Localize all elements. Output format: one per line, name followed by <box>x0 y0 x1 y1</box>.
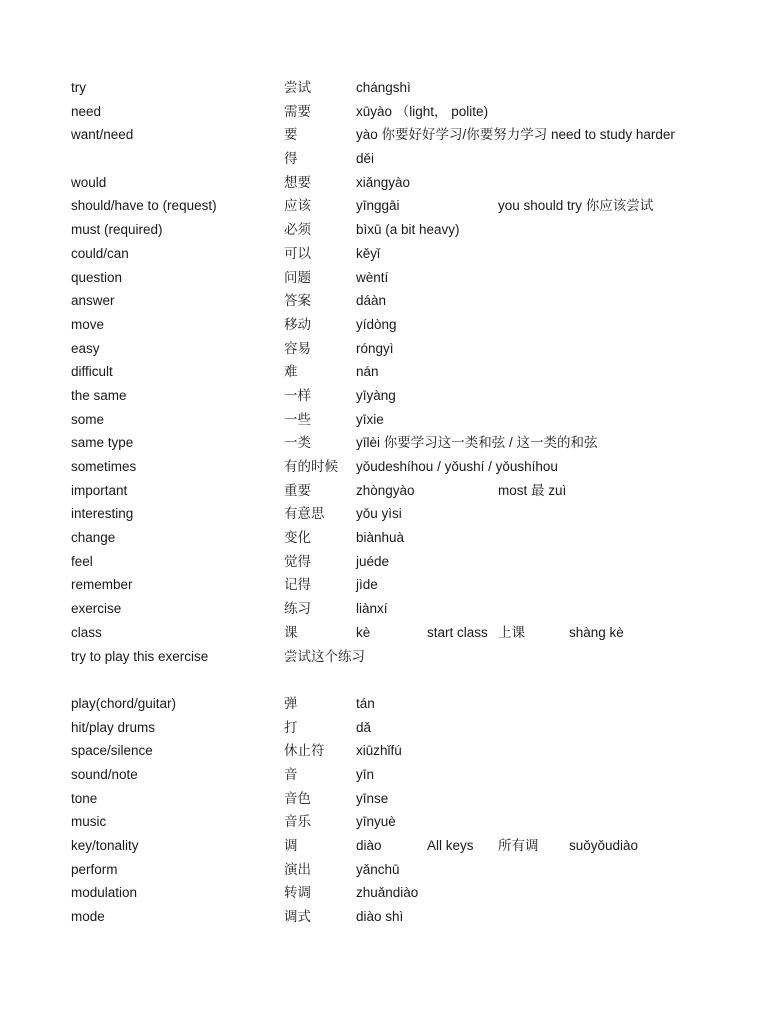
chinese-term: 有的时候 <box>284 459 338 474</box>
pinyin-term: wèntí <box>356 269 389 285</box>
pinyin-term: biànhuà <box>356 530 405 546</box>
vocab-row <box>71 787 751 811</box>
vocab-row <box>71 550 751 574</box>
english-term: difficult <box>71 364 113 380</box>
chinese-term: 答案 <box>284 293 311 309</box>
pinyin-term: bìxū (a bit heavy) <box>356 222 460 238</box>
english-term: move <box>71 316 105 332</box>
vocab-row <box>71 337 751 361</box>
extra-note: All keys <box>427 838 474 853</box>
pinyin-term: diào shì <box>356 909 404 925</box>
vocab-row <box>71 834 751 858</box>
chinese-term: 练习 <box>284 601 311 617</box>
english-term: mode <box>71 909 105 925</box>
chinese-term: 休止符 <box>284 743 325 759</box>
chinese-term: 尝试 <box>284 80 311 95</box>
pinyin-term: xiǎngyào <box>356 174 411 190</box>
english-term: modulation <box>71 885 138 901</box>
english-term: answer <box>71 293 115 309</box>
chinese-term: 需要 <box>284 103 311 119</box>
english-term: would <box>71 174 107 190</box>
extra-note: 所有调 <box>498 838 539 853</box>
chinese-term: 一样 <box>284 387 311 403</box>
chinese-term: 弹 <box>284 695 298 711</box>
pinyin-term: yīnyuè <box>356 814 396 830</box>
english-term: same type <box>71 435 134 451</box>
chinese-term: 变化 <box>284 530 311 546</box>
pinyin-term: yīnse <box>356 790 389 806</box>
pinyin-term: děi <box>356 151 375 167</box>
extra-note: most 最 zuì <box>498 482 567 498</box>
pinyin-term: yídòng <box>356 316 397 332</box>
chinese-term: 应该 <box>284 198 311 214</box>
chinese-term: 难 <box>284 364 298 380</box>
pinyin-term: yīnggāi <box>356 198 400 214</box>
chinese-term: 移动 <box>284 316 311 332</box>
english-term: space/silence <box>71 743 153 759</box>
pinyin-term: nán <box>356 364 379 380</box>
vocab-row <box>71 905 751 929</box>
pinyin-term: xūyào （light， polite) <box>356 103 489 119</box>
vocab-row <box>71 573 751 597</box>
vocab-row <box>71 526 751 550</box>
chinese-term: 想要 <box>284 174 311 190</box>
chinese-term: 演出 <box>284 861 311 877</box>
pinyin-term: yǒudeshíhou / yǒushí / yǒushíhou <box>356 459 558 474</box>
chinese-term: 尝试这个练习 <box>284 648 365 664</box>
english-term: want/need <box>71 127 134 143</box>
english-term: perform <box>71 861 118 877</box>
chinese-term: 得 <box>284 151 298 167</box>
vocab-row <box>71 716 751 740</box>
chinese-term: 一些 <box>284 411 311 427</box>
vocab-row <box>71 692 751 716</box>
vocab-row <box>71 100 751 124</box>
vocab-row <box>71 408 751 432</box>
english-term: need <box>71 103 102 119</box>
pinyin-term: yīlèi 你要学习这一类和弦 / 这一类的和弦 <box>356 435 598 451</box>
vocab-row <box>71 455 751 479</box>
english-term: key/tonality <box>71 838 139 853</box>
pinyin-term: yīyàng <box>356 387 396 403</box>
vocab-row <box>71 76 751 100</box>
vocab-row <box>71 858 751 882</box>
english-term: change <box>71 530 116 546</box>
vocab-row <box>71 289 751 313</box>
pinyin-term: jìde <box>356 577 378 593</box>
english-term: interesting <box>71 506 134 522</box>
vocab-row <box>71 242 751 266</box>
english-term: the same <box>71 387 127 403</box>
pinyin-term: zhuǎndiào <box>356 885 419 901</box>
vocab-row <box>71 810 751 834</box>
pinyin-term: yǒu yìsi <box>356 506 402 522</box>
pinyin-term: dǎ <box>356 719 372 735</box>
pinyin-term: xiūzhǐfú <box>356 743 402 759</box>
chinese-term: 调 <box>284 838 298 853</box>
english-term: exercise <box>71 601 122 617</box>
english-term: tone <box>71 790 98 806</box>
chinese-term: 调式 <box>284 909 311 925</box>
english-term: sound/note <box>71 766 138 782</box>
chinese-term: 要 <box>284 127 298 143</box>
pinyin-term: róngyì <box>356 340 394 356</box>
english-term: class <box>71 624 102 640</box>
vocab-row <box>71 171 751 195</box>
english-term: could/can <box>71 245 129 261</box>
pinyin-term: chángshì <box>356 80 411 95</box>
vocab-row <box>71 739 751 763</box>
extra-note: you should try 你应该尝试 <box>498 198 654 214</box>
vocab-row <box>71 384 751 408</box>
vocab-row <box>71 621 751 645</box>
vocab-row <box>71 147 751 171</box>
pinyin-term: zhòngyào <box>356 482 415 498</box>
vocab-row <box>71 194 751 218</box>
english-term: must (required) <box>71 222 163 238</box>
vocabulary-list <box>71 76 751 929</box>
extra-note: start class <box>427 624 488 640</box>
chinese-term: 可以 <box>284 245 311 261</box>
chinese-term: 必须 <box>284 222 311 238</box>
chinese-term: 容易 <box>284 340 311 356</box>
chinese-term: 音 <box>284 766 298 782</box>
vocab-row <box>71 266 751 290</box>
pinyin-term: juéde <box>356 553 390 569</box>
english-term: some <box>71 411 105 427</box>
vocab-row <box>71 479 751 503</box>
english-term: play(chord/guitar) <box>71 695 177 711</box>
chinese-term: 问题 <box>284 269 311 285</box>
blank-row <box>71 668 751 692</box>
pinyin-term: dáàn <box>356 293 387 309</box>
extra-note: 上课 <box>498 624 525 640</box>
english-term: try to play this exercise <box>71 648 209 664</box>
chinese-term: 课 <box>284 624 298 640</box>
extra-note: shàng kè <box>569 624 624 640</box>
chinese-term: 有意思 <box>284 506 325 522</box>
vocab-row <box>71 597 751 621</box>
vocab-row <box>71 502 751 526</box>
chinese-term: 打 <box>284 719 298 735</box>
pinyin-term: yǎnchū <box>356 861 400 877</box>
english-term: feel <box>71 553 93 569</box>
english-term: should/have to (request) <box>71 198 217 214</box>
english-term: try <box>71 80 86 95</box>
chinese-term: 觉得 <box>284 553 311 569</box>
english-term: sometimes <box>71 459 137 474</box>
pinyin-term: yīxie <box>356 411 384 427</box>
chinese-term: 转调 <box>284 885 311 901</box>
pinyin-term: yīn <box>356 766 375 782</box>
english-term: remember <box>71 577 133 593</box>
vocab-row <box>71 313 751 337</box>
chinese-term: 一类 <box>284 435 311 451</box>
pinyin-term: tán <box>356 695 375 711</box>
vocab-row <box>71 881 751 905</box>
chinese-term: 重要 <box>284 482 311 498</box>
pinyin-term: kěyǐ <box>356 245 381 261</box>
pinyin-term: yào 你要好好学习/你要努力学习 need to study harder <box>356 127 675 143</box>
english-term: important <box>71 482 128 498</box>
vocab-row <box>71 645 751 669</box>
pinyin-term: liànxí <box>356 601 388 617</box>
vocab-row <box>71 218 751 242</box>
pinyin-term: diào <box>356 838 382 853</box>
vocab-row <box>71 123 751 147</box>
chinese-term: 音色 <box>284 790 311 806</box>
english-term: music <box>71 814 107 830</box>
english-term: easy <box>71 340 100 356</box>
chinese-term: 音乐 <box>284 814 311 830</box>
english-term: hit/play drums <box>71 719 156 735</box>
vocab-row <box>71 360 751 384</box>
chinese-term: 记得 <box>284 577 311 593</box>
pinyin-term: kè <box>356 624 371 640</box>
vocab-row <box>71 431 751 455</box>
vocab-row <box>71 763 751 787</box>
english-term: question <box>71 269 123 285</box>
extra-note: suǒyǒudiào <box>569 838 639 853</box>
